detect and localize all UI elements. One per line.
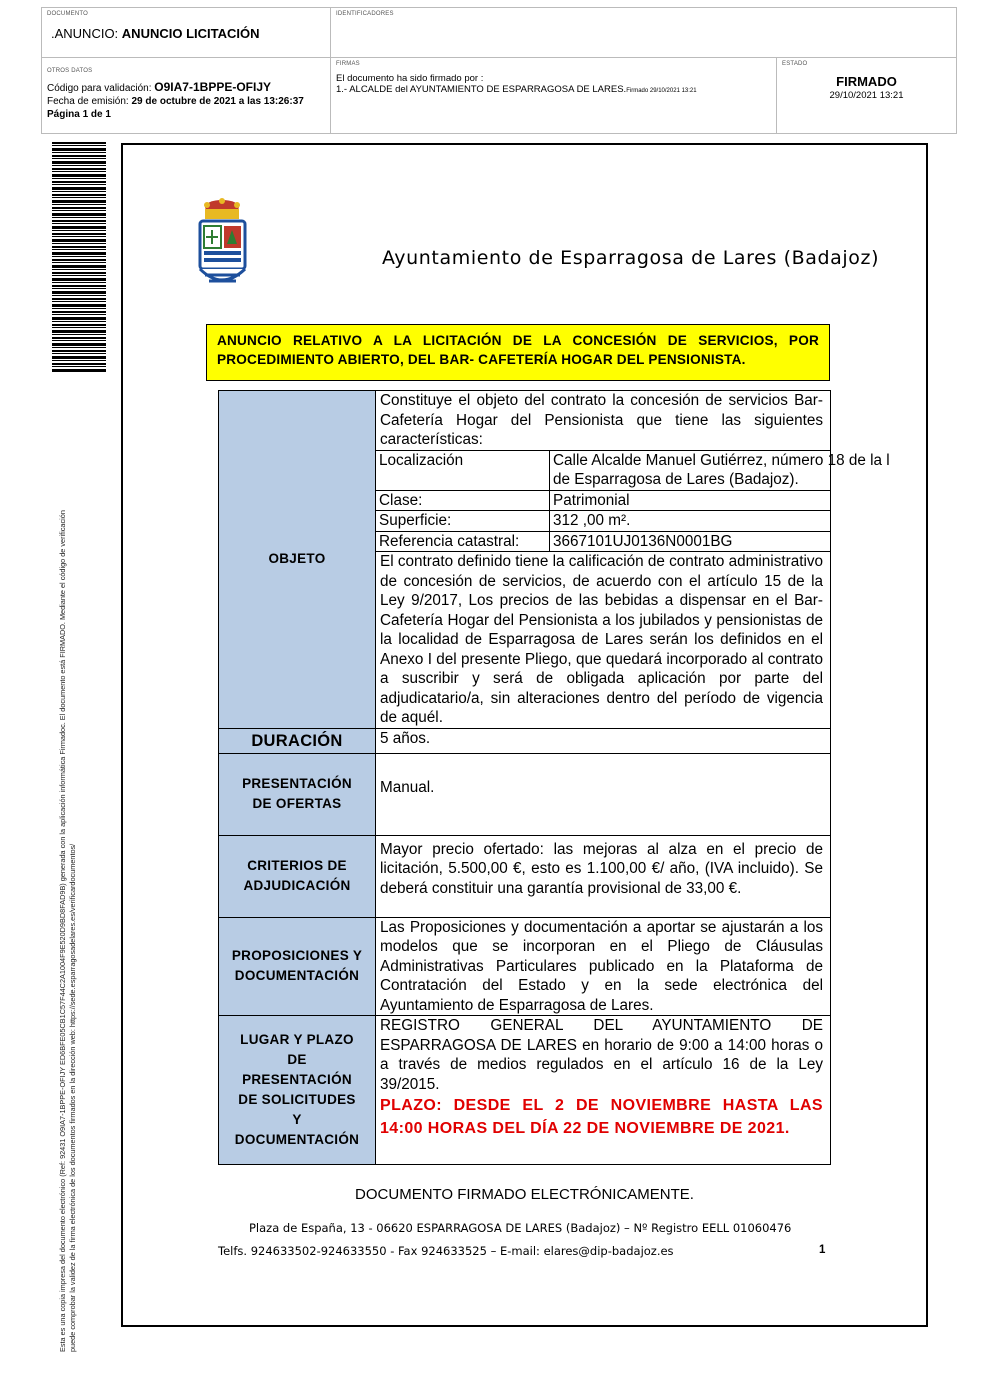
presentacion-value: Manual. [376, 753, 831, 835]
estado-label: ESTADO [782, 61, 808, 67]
proposiciones-label: PROPOSICIONES Y DOCUMENTACIÓN [219, 917, 376, 1016]
validation-code: Código para validación: O9IA7-1BPPE-OFIJY [47, 80, 271, 94]
table-row-criterios [219, 835, 831, 917]
table-row [376, 450, 831, 490]
identificadores-label: IDENTIFICADORES [336, 11, 394, 17]
emission-date: Fecha de emisión: 29 de octubre de 2021 a las 13:26:37 [47, 96, 304, 107]
localizacion-value: Calle Alcalde Manuel Gutiérrez, número 18 de la l de Esparragosa de Lares (Badajoz). [550, 450, 831, 490]
page-number: 1 [819, 1244, 826, 1256]
lugar-label: LUGAR Y PLAZO DE PRESENTACIÓN DE SOLICITUDES Y DOCUMENTACIÓN [219, 1016, 376, 1165]
table-row [376, 531, 831, 552]
objeto-cell [376, 391, 890, 729]
superficie-value: 312 ,00 m². [550, 511, 831, 532]
document-name: ANUNCIO LICITACIÓN [121, 26, 260, 41]
superficie-label: Superficie: [376, 511, 550, 532]
ayuntamiento-heading: Ayuntamiento de Esparragosa de Lares (Badajoz) [382, 247, 880, 269]
firmas-text: El documento ha sido firmado por : [336, 73, 484, 84]
table-row-presentacion [219, 753, 831, 835]
documento-label: DOCUMENTO [47, 11, 89, 17]
table-row [376, 511, 831, 532]
table-row-objeto [219, 391, 831, 729]
criterios-label: CRITERIOS DE ADJUDICACIÓN [219, 835, 376, 917]
table-row-lugar [219, 1016, 831, 1165]
referencia-value: 3667101UJ0136N0001BG [550, 531, 831, 552]
property-table [375, 450, 890, 553]
plazo-deadline: PLAZO: DESDE EL 2 DE NOVIEMBRE HASTA LAS 14:00 HORAS DEL DÍA 22 DE NOVIEMBRE DE 2021. [380, 1097, 823, 1137]
proposiciones-value: Las Proposiciones y documentación a aportar se ajustarán a los modelos que se incorporan en el Pliego de Cláusulas Administrativas Particulares publicado en la Plataforma de Contratación del Estado y en la sede electrónica del Ayuntamiento de Esparragosa de Lares. [376, 917, 831, 1016]
objeto-text: El contrato definido tiene la calificación de contrato administrativo de concesión de servicios, de acuerdo con el artículo 15 de la Ley 9/2017, Los precios de las bebidas a dispensar en el Bar-Cafetería Hogar del Pensionista a los jubilados y pensionistas de la localidad de Esparragosa de Lares serán los definidos en el Anexo I del presente Pliego, que quedará incorporado al contrato a suscribir y será de obligada aplicación por parte del adjudicatario/a, sin alteraciones dentro del período de vigencia de aquél. [380, 553, 824, 726]
side-verification-text: Esta es una copia impresa del documento electrónico (Ref: 92431 O9IA7-1BPPE-OFIJY ED6BFE05CB1C57F44C2A1004F9E520D9BD8FAD9B) generada con la aplicación informática Firmadoc. El documento está FIRMADO. Mediante el código de verificación puede comprobar la validez de la firma electrónica de los documentos firmados en la dirección web: https://sede.esparragosadelares.es/verificardocumentos/ [58, 510, 77, 1352]
signed-notice: DOCUMENTO FIRMADO ELECTRÓNICAMENTE. [355, 1186, 694, 1203]
coat-of-arms-icon [195, 193, 250, 298]
lugar-value: REGISTRO GENERAL DEL AYUNTAMIENTO DE ESPARRAGOSA DE LARES en horario de 9:00 a 14:00 horas o a través de medios regulados en el artículo 16 de la Ley 39/2015. [380, 1017, 823, 1093]
announcement-banner: ANUNCIO RELATIVO A LA LICITACIÓN DE LA CONCESIÓN DE SERVICIOS, POR PROCEDIMIENTO ABIERTO, DEL BAR- CAFETERÍA HOGAR DEL PENSIONISTA. [206, 324, 830, 381]
header-otros-datos-box [41, 57, 331, 134]
footer-address: Plaza de España, 13 - 06620 ESPARRAGOSA DE LARES (Badajoz) – Nº Registro EELL 01060476 [249, 1221, 792, 1235]
page-count: Página 1 de 1 [47, 109, 111, 120]
table-row-duracion [219, 728, 831, 753]
objeto-label: OBJETO [219, 391, 376, 729]
header-identificadores-box [330, 7, 957, 58]
criterios-value: Mayor precio ofertado: las mejoras al alza en el precio de licitación, 5.500,00 €, esto es 1.100,00 €/ año, (IVA incluido). Se deberá constituir una garantía provisional de 33,00 €. [376, 835, 831, 917]
header-firmas-box [330, 57, 777, 134]
status-badge: FIRMADO [836, 74, 897, 89]
tender-table [218, 390, 890, 1165]
duracion-label: DURACIÓN [219, 728, 376, 753]
emission-date-value: 29 de octubre de 2021 a las 13:26:37 [131, 96, 304, 107]
table-row [376, 490, 831, 511]
header-estado-box [776, 57, 957, 134]
header-documento-box [41, 7, 331, 58]
signer-date: Firmado 29/10/2021 13:21 [626, 88, 697, 94]
duracion-value: 5 años. [376, 728, 831, 753]
barcode [52, 142, 106, 372]
validation-code-value: O9IA7-1BPPE-OFIJY [154, 80, 271, 94]
presentacion-label: PRESENTACIÓN DE OFERTAS [219, 753, 376, 835]
footer-contact: Telfs. 924633502-924633550 - Fax 924633525 – E-mail: elares@dip-badajoz.es [218, 1244, 674, 1258]
clase-value: Patrimonial [550, 490, 831, 511]
otros-datos-label: OTROS DATOS [47, 68, 93, 74]
lugar-cell [376, 1016, 831, 1165]
table-row-proposiciones [219, 917, 831, 1016]
referencia-label: Referencia catastral: [376, 531, 550, 552]
firmas-label: FIRMAS [336, 61, 360, 67]
document-type: .ANUNCIO: [51, 26, 119, 41]
document-title [51, 26, 260, 41]
objeto-intro: Constituye el objeto del contrato la concesión de servicios Bar-Cafetería Hogar del Pensionista que tiene las siguientes características: [380, 392, 823, 448]
clase-label: Clase: [376, 490, 550, 511]
status-date: 29/10/2021 13:21 [829, 90, 904, 101]
signer: 1.- ALCALDE del AYUNTAMIENTO DE ESPARRAGOSA DE LARES.Firmado 29/10/2021 13:21 [336, 84, 697, 95]
localizacion-label: Localización [376, 450, 550, 490]
